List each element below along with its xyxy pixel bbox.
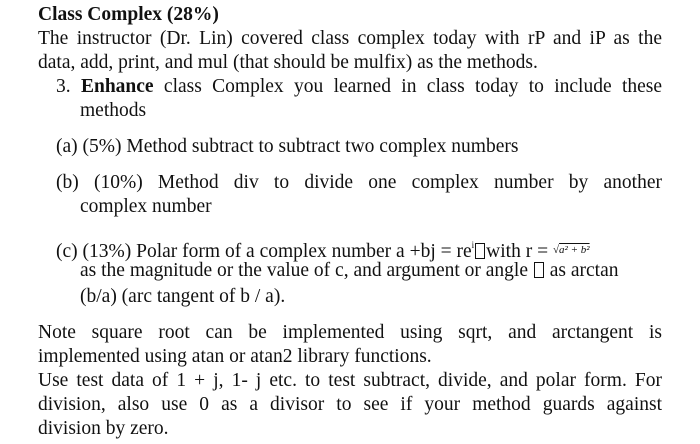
intro-line-1: The instructor (Dr. Lin) covered class complex today with rP and iP as the xyxy=(38,28,662,49)
part-b-line-1: (b) (10%) Method div to divide one complex number by another xyxy=(56,172,662,193)
part-c-line-2 xyxy=(80,259,619,283)
exponent-superscript: i xyxy=(471,240,475,250)
part-a: (a) (5%) Method subtract to subtract two complex numbers xyxy=(56,136,519,157)
item-3-rest: class Complex you learned in class today to include these xyxy=(163,76,663,97)
item-3-number: 3. xyxy=(56,76,71,97)
sqrt-radicand: a² + b² xyxy=(559,244,590,256)
note-line-2: implemented using atan or atan2 library functions. xyxy=(38,346,432,367)
note-line-1: Note square root can be implemented using sqrt, and arctangent is xyxy=(38,322,662,343)
note-line-3: Use test data of 1 + j, 1- j etc. to test subtract, divide, and polar form. For xyxy=(38,370,662,391)
section-title: Class Complex (28%) xyxy=(38,4,219,25)
part-c-line-2-end: as arctan xyxy=(549,260,619,281)
part-c-text-start: (c) (13%) Polar form of a complex number a +bj = re xyxy=(56,241,472,262)
theta-placeholder-box xyxy=(475,243,485,259)
item-3-line-2: methods xyxy=(80,100,147,121)
note-line-4: division, also use 0 as a divisor to see if your method guards against xyxy=(38,394,662,415)
part-c-line-3: (b/a) (arc tangent of b / a). xyxy=(80,286,286,307)
note-line-5: division by zero. xyxy=(38,418,169,439)
part-c-text-mid: with r = xyxy=(486,241,549,262)
item-3-bold-word: Enhance xyxy=(80,76,154,97)
part-b-line-2: complex number xyxy=(80,196,212,217)
item-3-line-1 xyxy=(56,75,662,99)
theta-placeholder-box-2 xyxy=(534,262,544,278)
sqrt-expression: √a² + b² xyxy=(552,244,590,256)
intro-line-2: data, add, print, and mul (that should be mulfix) as the methods. xyxy=(38,52,538,73)
part-c-line-2-start: as the magnitude or the value of c, and argument or angle xyxy=(80,260,528,281)
